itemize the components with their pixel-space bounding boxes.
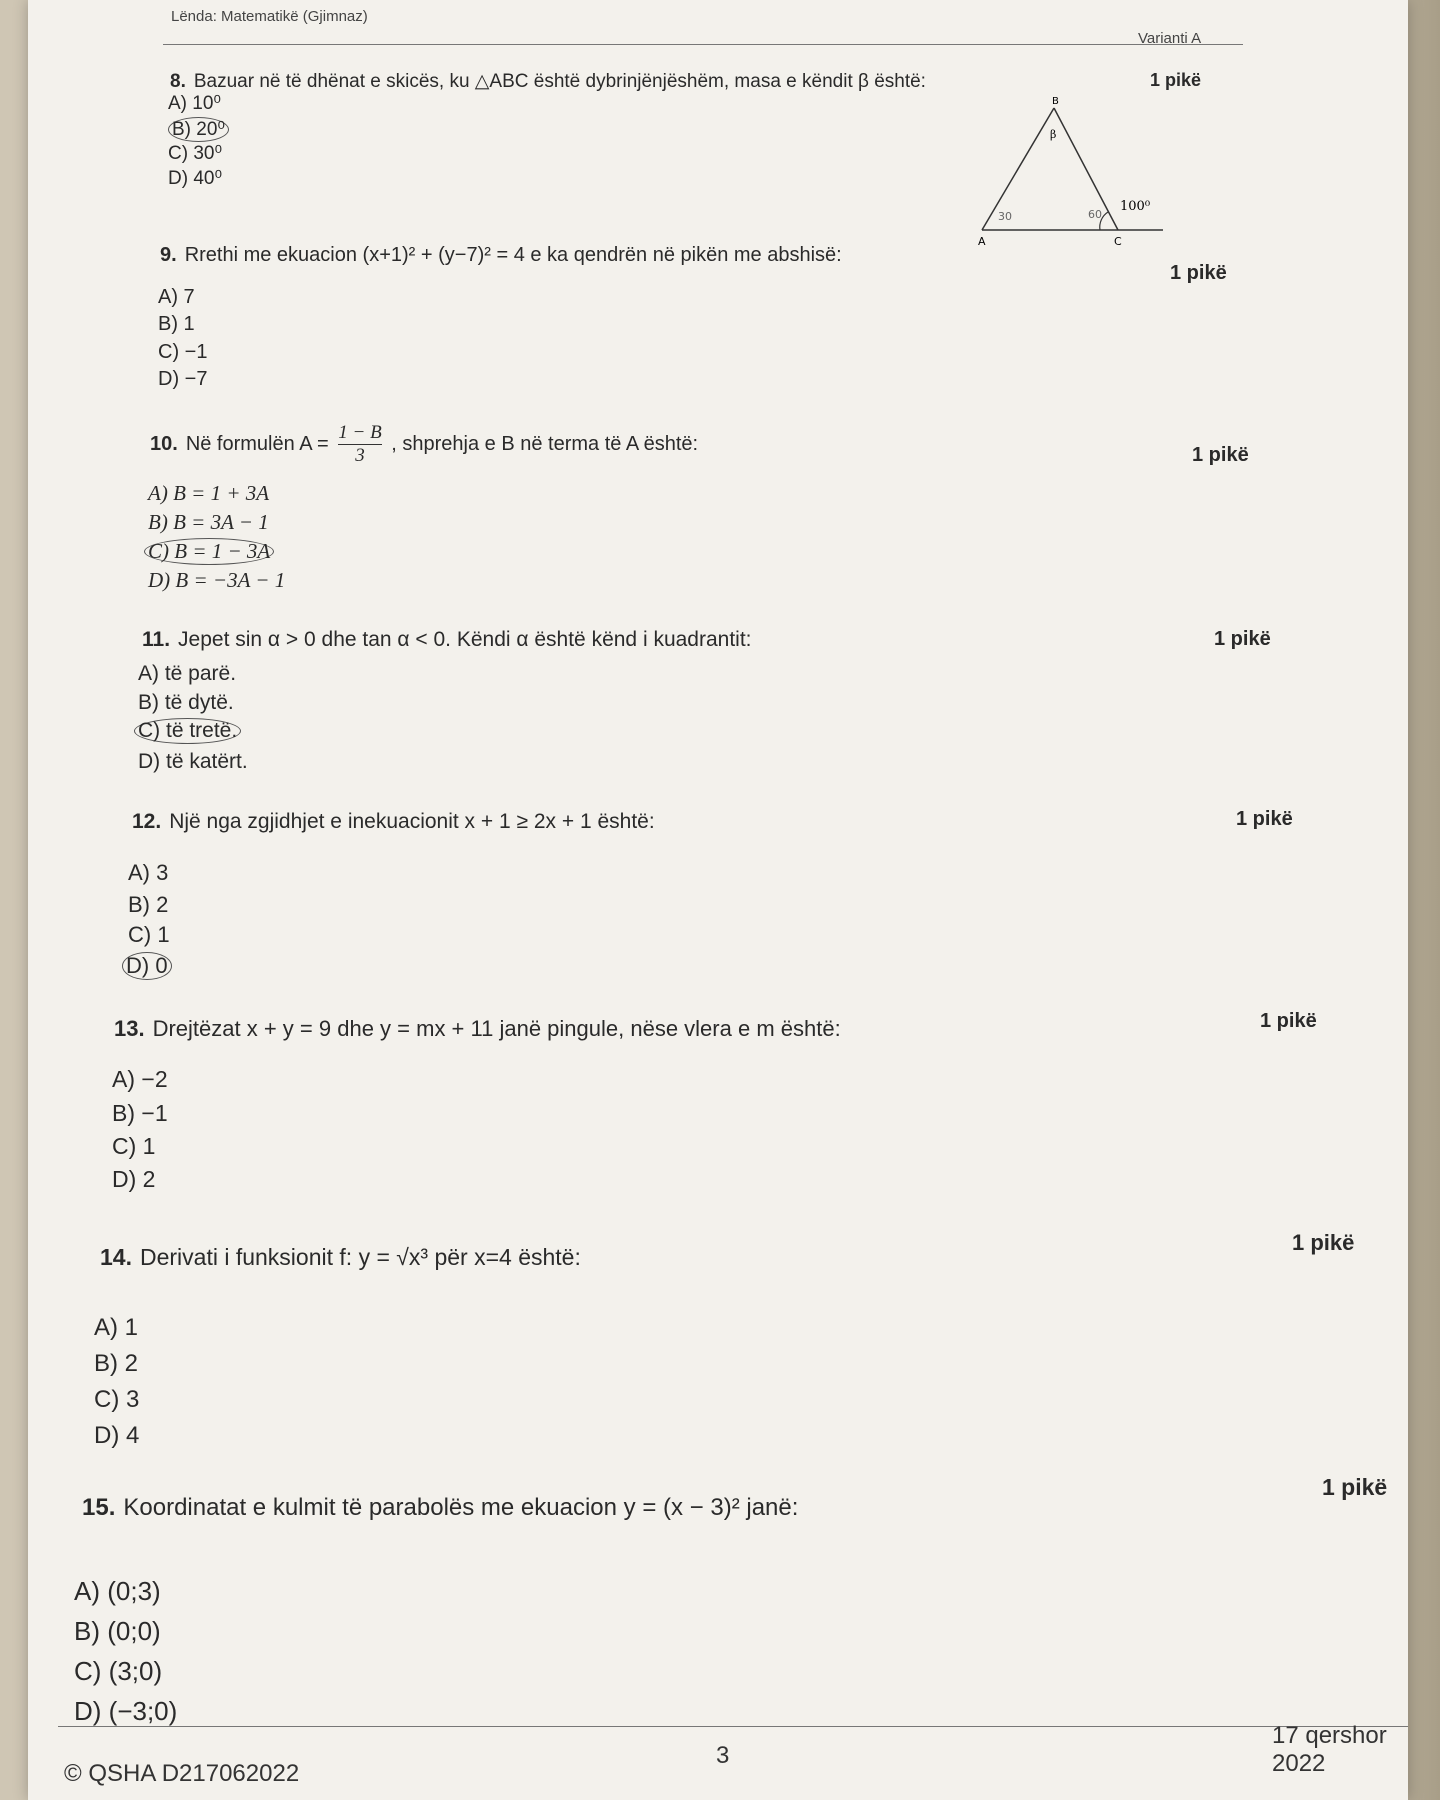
q13-option-a[interactable]: A) −2	[112, 1066, 168, 1092]
q11-option-d[interactable]: D) të katërt.	[138, 750, 248, 773]
question-14: 14. Derivati i funksionit f: y = √x³ për x=4 është:	[100, 1244, 581, 1270]
q9-option-c[interactable]: C) −1	[158, 341, 208, 363]
question-14-points: 1 pikë	[1292, 1230, 1355, 1255]
q8-option-b[interactable]: B) 20⁰	[168, 117, 229, 142]
q9-option-d[interactable]: D) −7	[158, 368, 208, 390]
q10-option-c[interactable]: C) B = 1 − 3A	[144, 538, 274, 565]
footer-divider	[58, 1726, 1408, 1727]
question-15-points: 1 pikë	[1322, 1474, 1388, 1500]
q14-option-b[interactable]: B) 2	[94, 1350, 139, 1377]
question-12: 12. Një nga zgjidhjet e inekuacionit x + 1 ≥ 2x + 1 është:	[132, 810, 655, 833]
q12-option-c[interactable]: C) 1	[128, 922, 170, 947]
q8-option-a[interactable]: A) 10⁰	[168, 93, 222, 114]
q11-option-c[interactable]: C) të tretë.	[134, 718, 241, 744]
q11-option-b[interactable]: B) të dytë.	[138, 691, 234, 714]
subject-label: Lënda: Matematikë (Gjimnaz)	[171, 8, 368, 25]
q11-option-a[interactable]: A) të parë.	[138, 662, 237, 685]
q10-option-b[interactable]: B) B = 3A − 1	[148, 510, 269, 534]
question-11-points: 1 pikë	[1214, 628, 1271, 650]
vertex-c: C	[1114, 235, 1122, 248]
q13-option-c[interactable]: C) 1	[112, 1133, 156, 1159]
q13-option-b[interactable]: B) −1	[112, 1100, 168, 1126]
angle-beta-label: β	[1050, 128, 1057, 141]
question-8-points: 1 pikë	[1150, 70, 1202, 90]
q15-option-a[interactable]: A) (0;3)	[74, 1576, 161, 1606]
question-13: 13. Drejtëzat x + y = 9 dhe y = mx + 11 janë pingule, nëse vlera e m është:	[114, 1016, 841, 1041]
formula-fraction: $\frac{1 - B}{3}$	[338, 422, 382, 466]
question-8: 8. Bazuar në të dhënat e skicës, ku △ABC është dybrinjënjëshëm, masa e këndit β është:	[170, 71, 926, 92]
question-12-points: 1 pikë	[1236, 808, 1293, 830]
q9-option-a[interactable]: A) 7	[158, 286, 195, 308]
q15-option-c[interactable]: C) (3;0)	[74, 1656, 163, 1686]
q12-option-a[interactable]: A) 3	[128, 860, 169, 885]
question-9-points: 1 pikë	[1170, 262, 1227, 284]
q12-option-d[interactable]: D) 0	[122, 952, 172, 980]
question-10-points: 1 pikë	[1192, 444, 1249, 466]
question-13-points: 1 pikë	[1260, 1010, 1317, 1032]
handwritten-30: 30	[998, 210, 1012, 223]
triangle-figure	[928, 90, 1188, 250]
question-15: 15. Koordinatat e kulmit të parabolës me ekuacion y = (x − 3)² janë:	[82, 1494, 799, 1521]
side-ab	[982, 108, 1057, 230]
q14-option-a[interactable]: A) 1	[94, 1314, 139, 1341]
handwritten-60: 60	[1088, 208, 1102, 221]
q15-option-d[interactable]: D) (−3;0)	[74, 1696, 178, 1726]
side-bc	[1054, 108, 1118, 230]
variant-label: Varianti A	[1138, 30, 1202, 47]
angle-100-label: 100⁰	[1120, 199, 1151, 214]
header-divider	[163, 44, 1243, 45]
q10-option-d[interactable]: D) B = −3A − 1	[148, 568, 286, 592]
q13-option-d[interactable]: D) 2	[112, 1166, 156, 1192]
q8-option-d[interactable]: D) 40⁰	[168, 168, 223, 189]
q14-option-d[interactable]: D) 4	[94, 1422, 140, 1449]
q12-option-b[interactable]: B) 2	[128, 892, 169, 917]
vertex-b: B	[1052, 96, 1059, 107]
exam-page	[28, 0, 1408, 1800]
footer-code: © QSHA D217062022	[64, 1760, 300, 1787]
vertex-a: A	[978, 235, 986, 248]
question-9: 9. Rrethi me ekuacion (x+1)² + (y−7)² = 4 e ka qendrën në pikën me abshisë:	[160, 244, 842, 266]
q8-option-c[interactable]: C) 30⁰	[168, 143, 223, 164]
q15-option-b[interactable]: B) (0;0)	[74, 1616, 161, 1646]
q9-option-b[interactable]: B) 1	[158, 313, 195, 335]
question-11: 11. Jepet sin α > 0 dhe tan α < 0. Këndi α është kënd i kuadrantit:	[142, 628, 752, 651]
exam-date: 17 qershor 2022	[1272, 1722, 1387, 1777]
page-number: 3	[716, 1742, 730, 1769]
q10-option-a[interactable]: A) B = 1 + 3A	[148, 481, 270, 505]
question-10: 10. Në formulën A = $\frac{1 - B}{3}$ , shprehja e B në terma të A është:	[150, 422, 699, 466]
q14-option-c[interactable]: C) 3	[94, 1386, 140, 1413]
